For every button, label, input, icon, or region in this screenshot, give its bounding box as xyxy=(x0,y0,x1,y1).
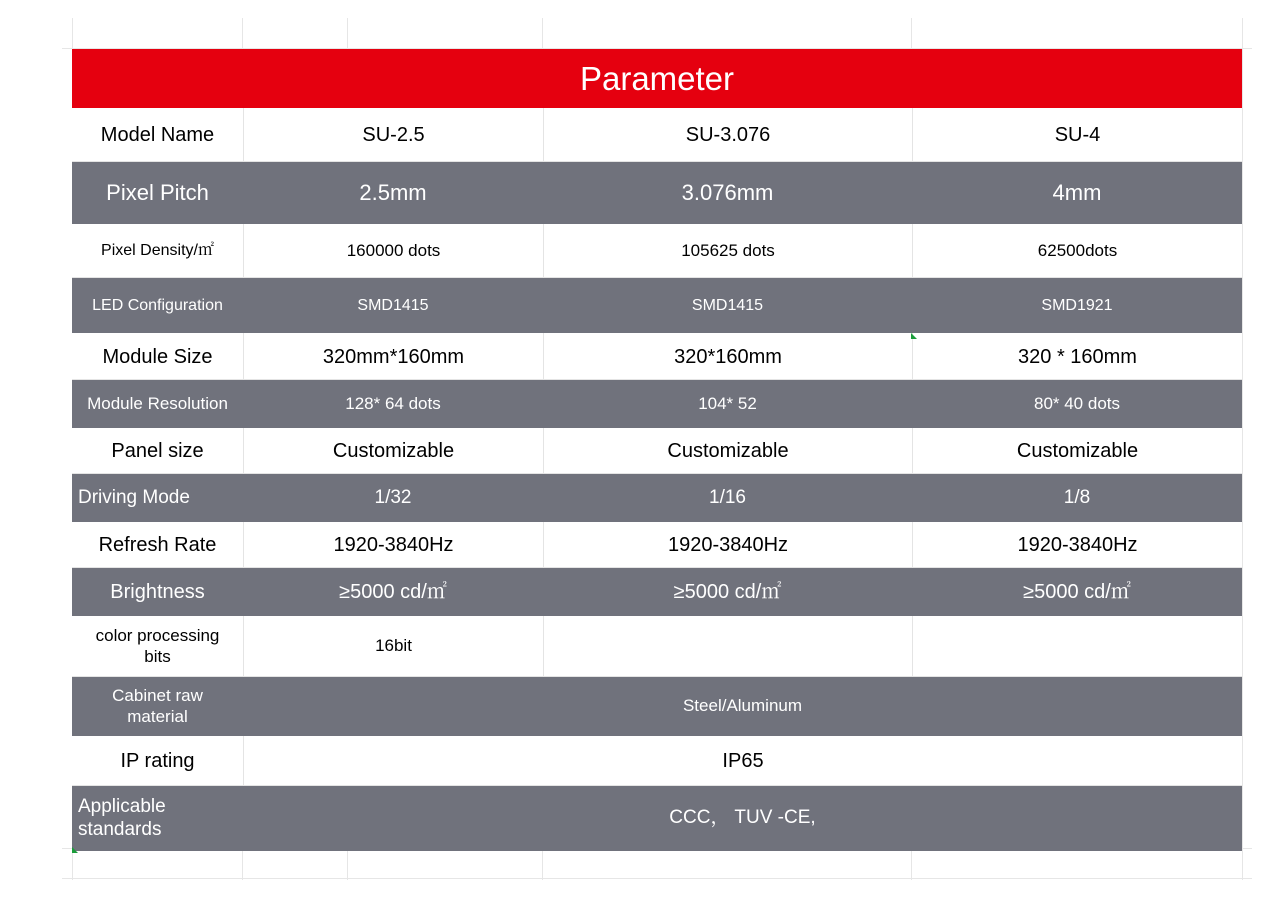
row-label: LED Configuration xyxy=(92,296,223,314)
cell-value: 320 * 160mm xyxy=(912,333,1242,380)
comment-marker-icon xyxy=(72,847,78,853)
row-label: color processing bits xyxy=(95,626,220,666)
row-pixel-density xyxy=(72,224,1242,278)
row-panel-size xyxy=(72,428,1242,474)
cell-value: 1/32 xyxy=(374,486,412,508)
cell-value: 320*160mm xyxy=(543,333,912,380)
cell-value: Customizable xyxy=(912,428,1242,474)
cell-value: 2.5mm xyxy=(359,179,427,205)
title-row xyxy=(72,49,1242,108)
row-brightness xyxy=(72,568,1242,616)
cell-value: 80* 40 dots xyxy=(1033,393,1120,413)
cell-value: IP65 xyxy=(243,736,1242,786)
comment-marker-icon xyxy=(911,333,917,339)
cell-value: 1/16 xyxy=(709,486,746,508)
cell-value: SMD1415 xyxy=(357,296,429,314)
cell-value: SMD1921 xyxy=(1041,296,1113,314)
cell-value: SMD1415 xyxy=(691,296,764,314)
table-title: Parameter xyxy=(579,59,735,97)
row-label: Pixel Density/㎡ xyxy=(101,242,214,260)
cell-value: 62500dots xyxy=(912,224,1242,278)
cell-value xyxy=(543,616,912,677)
cell-value: Customizable xyxy=(543,428,912,474)
cell-value: CCC， TUV -CE, xyxy=(669,807,816,829)
cell-value: 4mm xyxy=(1052,179,1102,205)
row-label: Cabinet raw material xyxy=(112,686,203,726)
row-label: IP rating xyxy=(120,750,195,772)
cell-value: 3.076mm xyxy=(681,179,774,205)
cell-value: 105625 dots xyxy=(543,224,912,278)
cell-value: SU-4 xyxy=(912,108,1242,162)
cell-value: 1920-3840Hz xyxy=(543,522,912,568)
cell-value: SU-3.076 xyxy=(543,108,912,162)
row-label: Panel size xyxy=(111,440,204,462)
cell-value: SU-2.5 xyxy=(243,108,543,162)
cell-value: 128* 64 dots xyxy=(345,393,441,413)
cell-value: Customizable xyxy=(243,428,543,474)
parameter-table xyxy=(72,49,1242,851)
cell-value: 1920-3840Hz xyxy=(912,522,1242,568)
row-label: Applicable standards xyxy=(78,795,166,840)
row-label: Pixel Pitch xyxy=(106,179,209,205)
cell-value: 1920-3840Hz xyxy=(243,522,543,568)
cell-value: 160000 dots xyxy=(243,224,543,278)
cell-value: Steel/Aluminum xyxy=(682,696,803,716)
cell-value xyxy=(912,616,1242,677)
row-model-name xyxy=(72,108,1242,162)
row-led-configuration xyxy=(72,278,1242,333)
cell-value: 16bit xyxy=(243,616,543,677)
cell-value: 104* 52 xyxy=(698,393,757,413)
row-driving-mode xyxy=(72,474,1242,522)
row-label: Module Resolution xyxy=(87,393,228,413)
row-module-size xyxy=(72,333,1242,380)
row-ip-rating xyxy=(72,736,1242,786)
row-label: Module Size xyxy=(102,345,213,368)
row-cabinet-material xyxy=(72,677,1242,736)
row-applicable-standards xyxy=(72,786,1242,851)
row-label: Brightness xyxy=(110,581,205,603)
cell-value: ≥5000 cd/㎡ xyxy=(1023,581,1131,603)
cell-value: ≥5000 cd/㎡ xyxy=(339,581,447,603)
row-module-resolution xyxy=(72,380,1242,428)
row-pixel-pitch xyxy=(72,162,1242,224)
cell-value: 320mm*160mm xyxy=(243,333,543,380)
row-color-processing-bits xyxy=(72,616,1242,677)
row-label: Refresh Rate xyxy=(98,534,217,556)
row-label: Driving Mode xyxy=(78,486,190,508)
cell-value: 1/8 xyxy=(1063,486,1091,508)
cell-value: ≥5000 cd/㎡ xyxy=(673,581,782,603)
row-refresh-rate xyxy=(72,522,1242,568)
row-label: Model Name xyxy=(100,124,215,146)
